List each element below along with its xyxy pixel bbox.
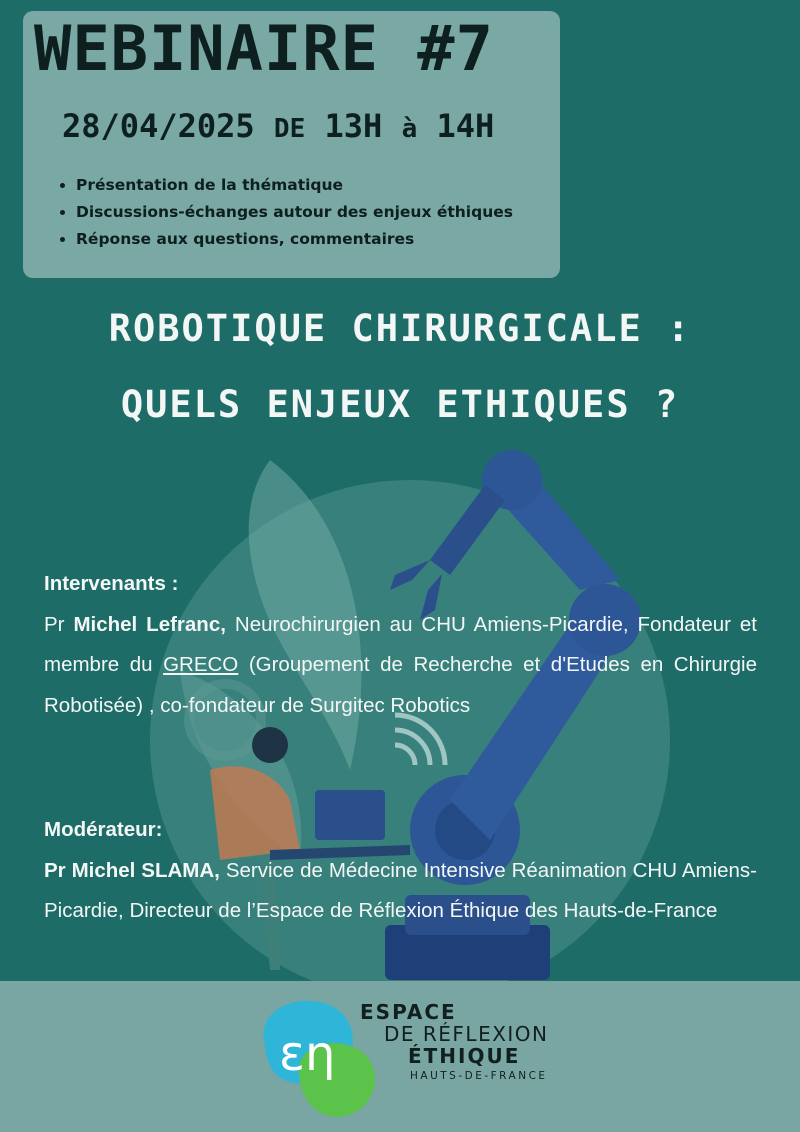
agenda-item: • Réponse aux questions, commentaires	[76, 226, 513, 253]
moderator-label: Modérateur:	[44, 818, 163, 841]
logo-line-2: DE RÉFLEXION	[384, 1022, 549, 1046]
speaker-prefix: Pr	[44, 612, 65, 636]
logo-mark: εη	[279, 1026, 336, 1082]
headline-line-1: ROBOTIQUE CHIRURGICALE :	[108, 307, 692, 350]
logo-line-3: ÉTHIQUE	[408, 1044, 521, 1068]
moderator-name: Pr Michel SLAMA,	[44, 858, 220, 882]
agenda-list	[56, 172, 513, 253]
speakers-section	[44, 564, 757, 726]
time-start: 13H	[324, 107, 383, 145]
agenda-item: • Présentation de la thématique	[76, 172, 513, 199]
time-end: 14H	[436, 107, 495, 145]
moderator-description: Service de Médecine Intensive Réanimation CHU Amiens-Picardie, Directeur de l’Espace de Réflexion Éthique des Hauts-de-France	[44, 858, 758, 922]
speaker-description: Neurochirurgien au CHU Amiens-Picardie, Fondateur et membre du	[44, 612, 758, 676]
time-connector: à	[401, 114, 418, 144]
time-from-word: DE	[273, 114, 306, 144]
webinar-date	[62, 107, 495, 145]
logo-line-4: HAUTS-DE-FRANCE	[410, 1070, 548, 1082]
greco-link[interactable]: GRECO	[163, 653, 239, 676]
headline-line-2: QUELS ENJEUX ETHIQUES ?	[120, 383, 680, 426]
logo-line-1: ESPACE	[360, 1000, 457, 1024]
moderator-section	[44, 810, 757, 932]
agenda-item: • Discussions-échanges autour des enjeux éthiques	[76, 199, 513, 226]
speaker-name: Michel Lefranc,	[73, 612, 226, 636]
webinar-title: WEBINAIRE #7	[34, 12, 494, 85]
speaker-description-end: (Groupement de Recherche et d'Etudes en Chirurgie Robotisée) , co-fondateur de Surgitec Robotics	[44, 653, 757, 717]
date-value: 28/04/2025	[62, 107, 255, 145]
speakers-label: Intervenants :	[44, 572, 179, 595]
